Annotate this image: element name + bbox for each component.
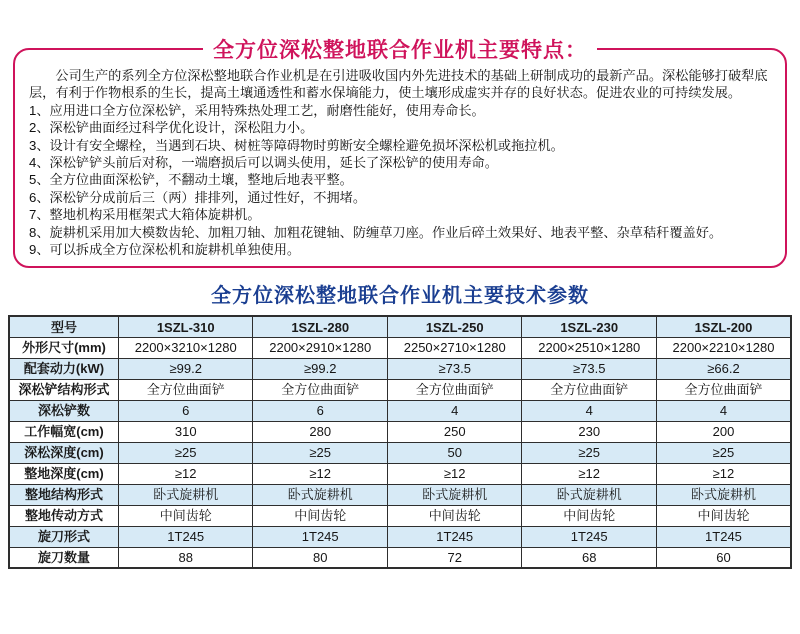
table-cell: 卧式旋耕机 — [253, 484, 388, 505]
table-cell: 1T245 — [387, 526, 522, 547]
table-cell: ≥73.5 — [522, 358, 657, 379]
table-row — [9, 442, 791, 463]
table-cell: 230 — [522, 421, 657, 442]
table-cell: 全方位曲面铲 — [522, 379, 657, 400]
table-cell: 中间齿轮 — [253, 505, 388, 526]
feature-item: 9、可以拆成全方位深松机和旋耕机单独使用。 — [29, 242, 301, 258]
features-list — [29, 102, 771, 259]
specs-table — [8, 315, 792, 569]
row-label: 旋刀形式 — [9, 526, 118, 547]
table-cell: 250 — [387, 421, 522, 442]
row-label: 旋刀数量 — [9, 547, 118, 568]
table-cell: 310 — [118, 421, 253, 442]
table-header-cell: 型号 — [9, 316, 118, 337]
table-cell: 6 — [253, 400, 388, 421]
table-header-cell: 1SZL-230 — [522, 316, 657, 337]
table-cell: 6 — [118, 400, 253, 421]
table-cell: 2200×2910×1280 — [253, 337, 388, 358]
table-cell: 中间齿轮 — [522, 505, 657, 526]
feature-item: 4、深松铲铲头前后对称，一端磨损后可以调头使用，延长了深松铲的使用寿命。 — [29, 155, 498, 171]
feature-item: 2、深松铲曲面经过科学优化设计，深松阻力小。 — [29, 120, 314, 136]
table-row — [9, 547, 791, 568]
table-cell: ≥99.2 — [118, 358, 253, 379]
row-label: 工作幅宽(cm) — [9, 421, 118, 442]
table-cell: 卧式旋耕机 — [656, 484, 791, 505]
table-cell: 中间齿轮 — [387, 505, 522, 526]
table-cell: ≥25 — [656, 442, 791, 463]
table-cell: 80 — [253, 547, 388, 568]
table-cell: 全方位曲面铲 — [387, 379, 522, 400]
row-label: 深松铲结构形式 — [9, 379, 118, 400]
feature-item: 6、深松铲分成前后三（两）排排列，通过性好，不拥堵。 — [29, 189, 367, 205]
table-cell: 2200×2210×1280 — [656, 337, 791, 358]
table-cell: 2250×2710×1280 — [387, 337, 522, 358]
table-row — [9, 526, 791, 547]
table-row — [9, 379, 791, 400]
specs-title: 全方位深松整地联合作业机主要技术参数 — [211, 285, 589, 308]
table-cell: 280 — [253, 421, 388, 442]
table-row — [9, 505, 791, 526]
table-cell: 全方位曲面铲 — [118, 379, 253, 400]
table-row — [9, 400, 791, 421]
table-row — [9, 463, 791, 484]
row-label: 外形尺寸(mm) — [9, 337, 118, 358]
table-cell: 4 — [522, 400, 657, 421]
table-cell: ≥12 — [387, 463, 522, 484]
table-cell: ≥25 — [118, 442, 253, 463]
table-cell: ≥12 — [118, 463, 253, 484]
feature-item: 3、设计有安全螺栓，当遇到石块、树桩等障碍物时剪断安全螺栓避免损坏深松机或拖拉机。 — [29, 137, 564, 153]
specs-tbody — [9, 337, 791, 568]
table-cell: 88 — [118, 547, 253, 568]
table-cell: ≥25 — [522, 442, 657, 463]
table-cell: ≥12 — [522, 463, 657, 484]
table-cell: 全方位曲面铲 — [253, 379, 388, 400]
row-label: 整地结构形式 — [9, 484, 118, 505]
table-row — [9, 484, 791, 505]
table-cell: 卧式旋耕机 — [387, 484, 522, 505]
table-header-cell: 1SZL-250 — [387, 316, 522, 337]
table-cell: 72 — [387, 547, 522, 568]
table-cell: ≥12 — [656, 463, 791, 484]
row-label: 配套动力(kW) — [9, 358, 118, 379]
specs-thead — [9, 316, 791, 337]
feature-item: 7、整地机构采用框架式大箱体旋耕机。 — [29, 207, 261, 223]
table-cell: 中间齿轮 — [118, 505, 253, 526]
table-row — [9, 421, 791, 442]
row-label: 深松铲数 — [9, 400, 118, 421]
row-label: 整地深度(cm) — [9, 463, 118, 484]
table-cell: 4 — [656, 400, 791, 421]
table-cell: 4 — [387, 400, 522, 421]
table-cell: ≥99.2 — [253, 358, 388, 379]
table-header-cell: 1SZL-310 — [118, 316, 253, 337]
table-cell: ≥25 — [253, 442, 388, 463]
table-cell: 50 — [387, 442, 522, 463]
feature-item: 5、全方位曲面深松铲，不翻动土壤，整地后地表平整。 — [29, 172, 353, 188]
feature-item: 1、应用进口全方位深松铲，采用特殊热处理工艺，耐磨性能好，使用寿命长。 — [29, 102, 485, 118]
table-cell: 1T245 — [522, 526, 657, 547]
table-header-row — [9, 316, 791, 337]
table-cell: 卧式旋耕机 — [522, 484, 657, 505]
table-cell: ≥73.5 — [387, 358, 522, 379]
features-box — [13, 34, 787, 268]
table-row — [9, 337, 791, 358]
row-label: 深松深度(cm) — [9, 442, 118, 463]
table-cell: 200 — [656, 421, 791, 442]
table-cell: 中间齿轮 — [656, 505, 791, 526]
table-header-cell: 1SZL-280 — [253, 316, 388, 337]
features-intro: 公司生产的系列全方位深松整地联合作业机是在引进吸收国内外先进技术的基础上研制成功的最新产品。深松能够打破犁底层，有利于作物根系的生长，提高土壤通透性和蓄水保墒能力，使土壤形成虚实并存的良好状态。促进农业的可持续发展。 — [29, 68, 768, 101]
table-cell: 2200×2510×1280 — [522, 337, 657, 358]
row-label: 整地传动方式 — [9, 505, 118, 526]
features-title: 全方位深松整地联合作业机主要特点： — [213, 38, 587, 62]
table-header-cell: 1SZL-200 — [656, 316, 791, 337]
feature-item: 8、旋耕机采用加大模数齿轮、加粗刀轴、加粗花键轴、防缠草刀座。作业后碎土效果好、地表平整、杂草秸秆覆盖好。 — [29, 224, 723, 240]
table-cell: 1T245 — [253, 526, 388, 547]
table-cell: 1T245 — [118, 526, 253, 547]
table-cell: 全方位曲面铲 — [656, 379, 791, 400]
table-cell: 卧式旋耕机 — [118, 484, 253, 505]
table-cell: 60 — [656, 547, 791, 568]
table-cell: ≥12 — [253, 463, 388, 484]
table-cell: 2200×3210×1280 — [118, 337, 253, 358]
table-cell: 1T245 — [656, 526, 791, 547]
table-cell: ≥66.2 — [656, 358, 791, 379]
table-row — [9, 358, 791, 379]
table-cell: 68 — [522, 547, 657, 568]
